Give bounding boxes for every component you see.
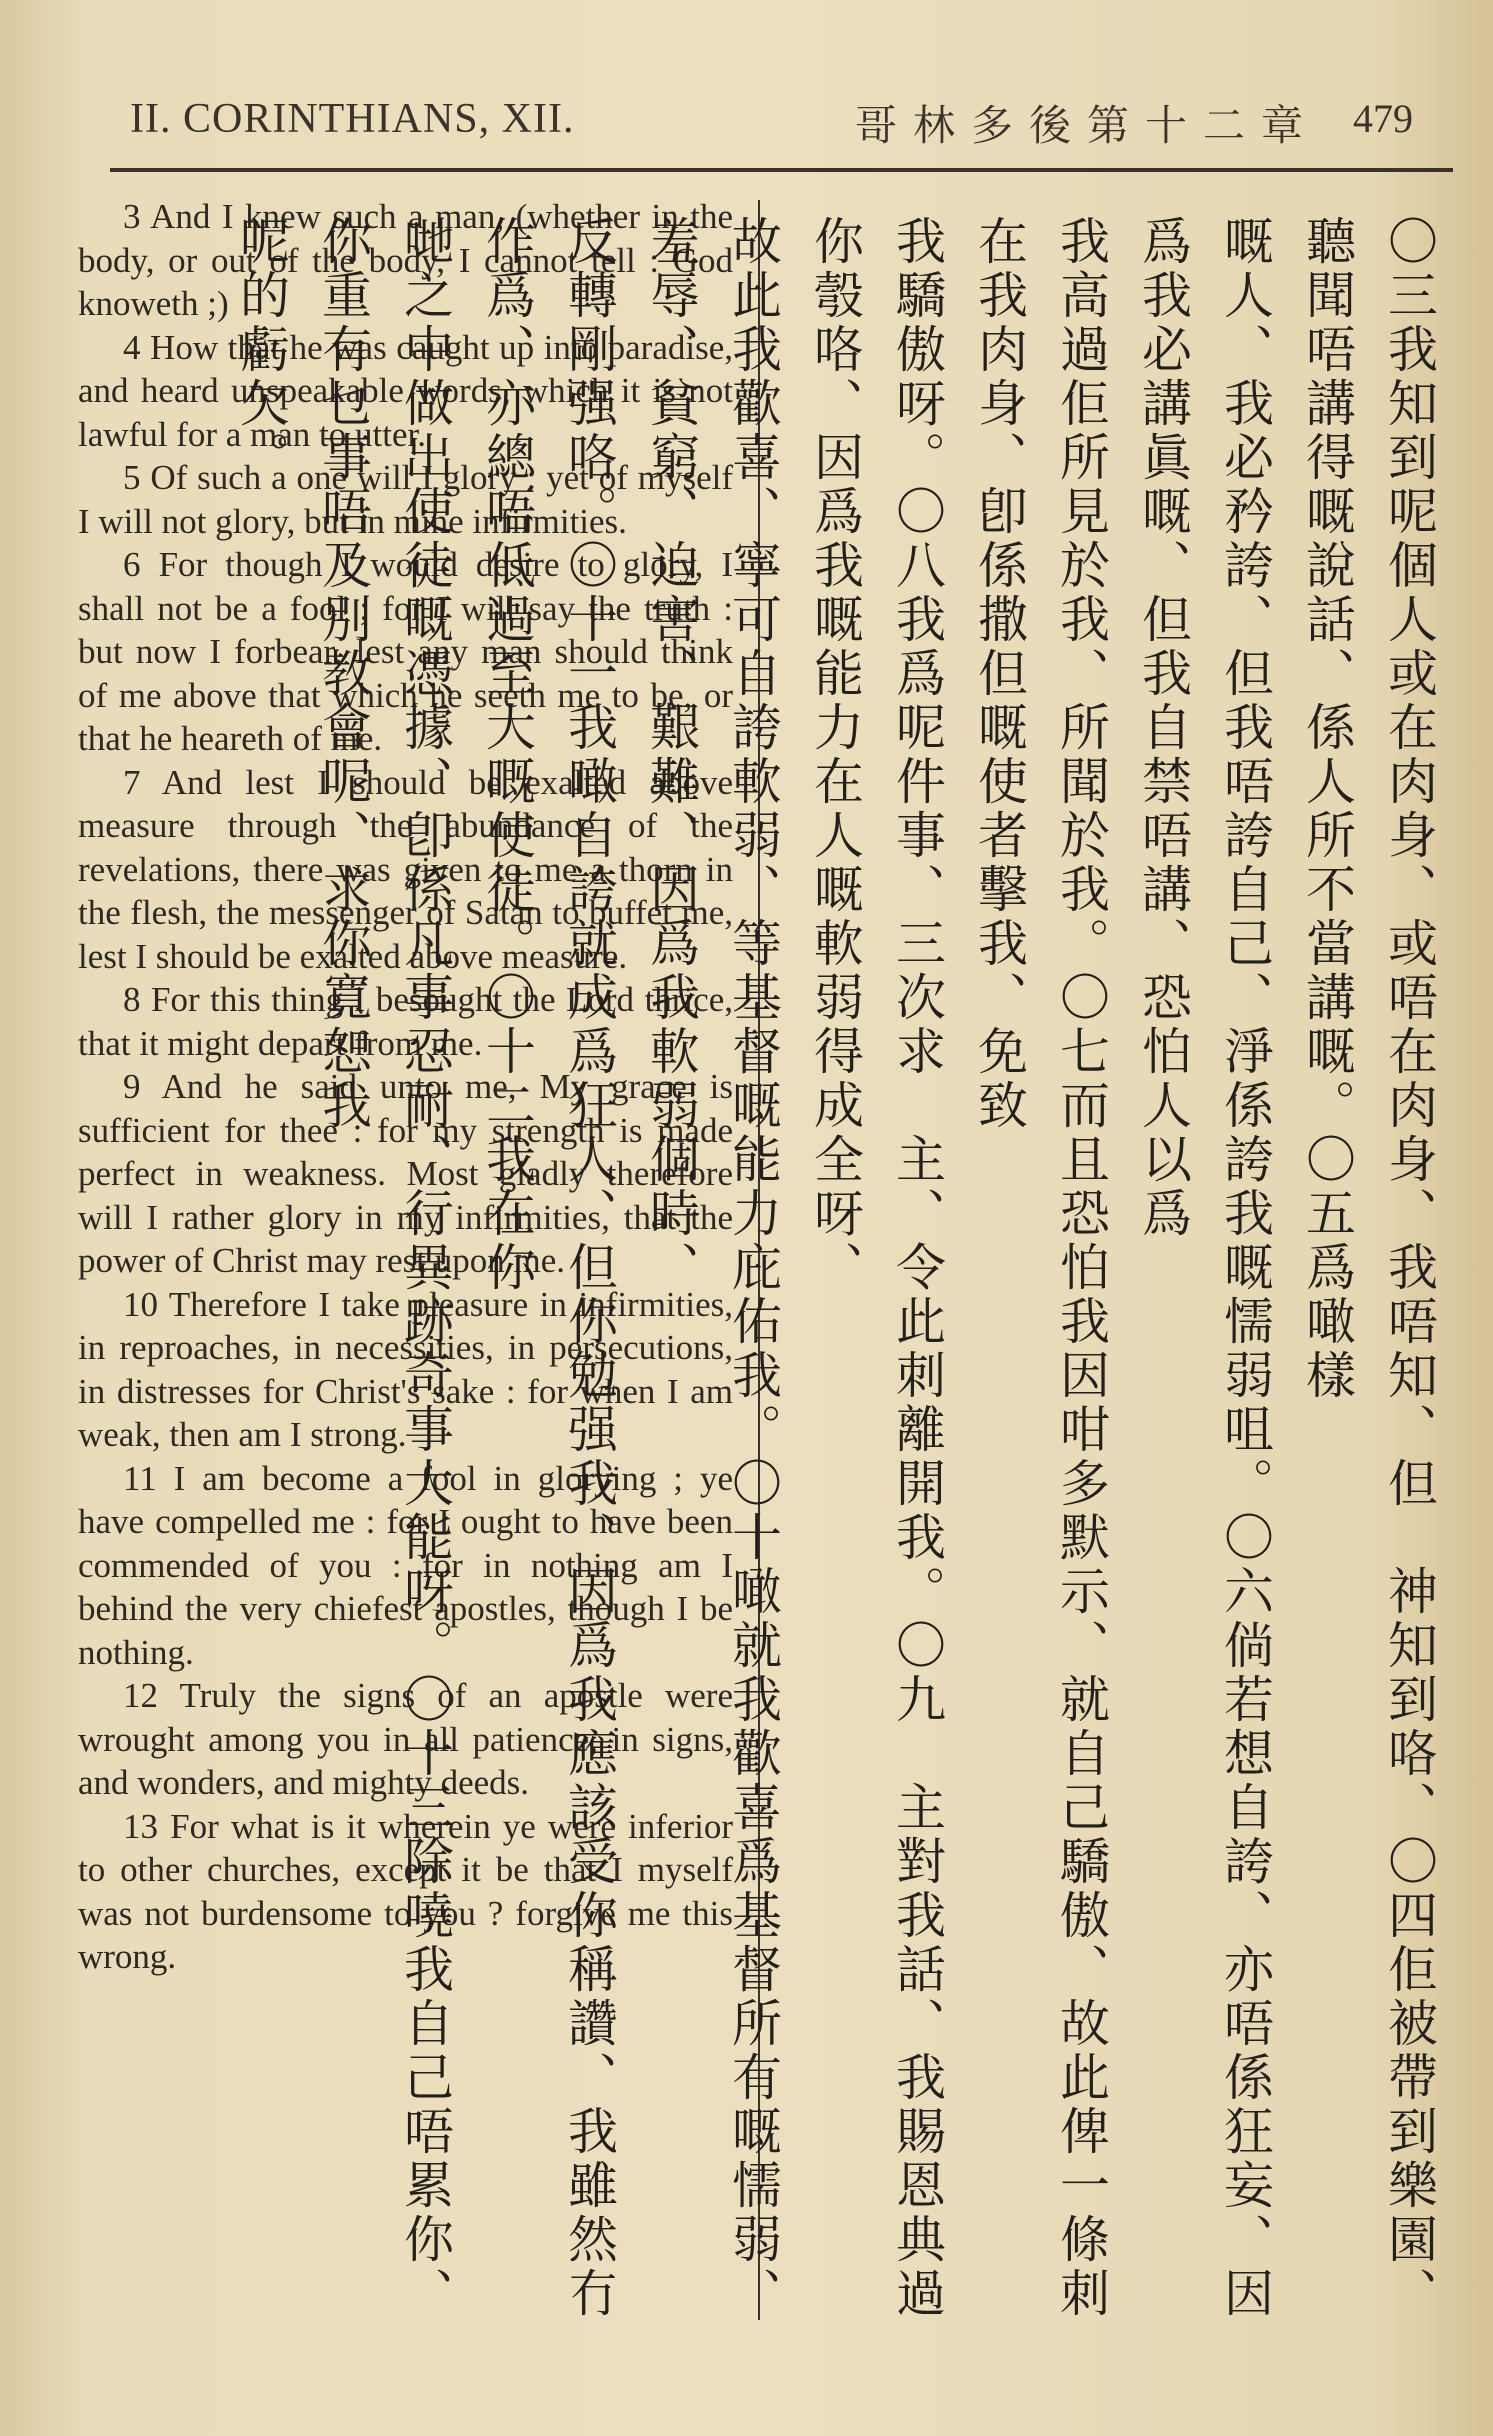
chinese-line: 嘅人、我必矜誇、但我唔誇自己、淨係誇我嘅懦弱咀。〇六倘若想自誇、亦唔係狂妄、因爲我必講眞嘅、但我自禁唔講、恐怕人以爲 xyxy=(1134,215,1274,2321)
verse-11: 11 I am become a fool in glorying ; ye have compelled me : for I ought to have been commended of you : for in nothing am I behind the very chiefest apostles, though I be nothing. xyxy=(78,1458,733,1672)
chinese-line: 我高過佢所見於我、所聞於我。〇七而且恐怕我因咁多默示、就自己驕傲、故此俾一條刺在我肉身、卽係撒但嘅使者擊我、免致 xyxy=(970,215,1110,2321)
verse-6: 6 For though I would desire to glory, I shall not be a fool ; for I will say the truth : but now I forbear, lest any man should think of me above that which he seeth me to be, or that he heareth of me. xyxy=(78,545,733,758)
verse-13: 13 For what is it wherein ye were inferior to other churches, except it be that I myself was not burdensome to you ? forgive me this wrong. xyxy=(78,1806,733,1976)
page-number: 479 xyxy=(1353,96,1413,141)
verse-12: 12 Truly the signs of an apostle were wrought among you in all patience, in signs, and wonders, and mighty deeds. xyxy=(78,1676,733,1802)
chinese-line: 反轉剛强咯。〇十一我噉自誇就成爲狂人、但你勉强我、因爲我應該受你稱讚、我雖然冇作爲、亦總唔低過至大嘅使徒。〇十二我在你 xyxy=(478,215,618,2321)
verse-3: 3 And I knew such a man, (whether in the body, or out of the body, I cannot tell : God knoweth ;) xyxy=(78,197,733,323)
verse-9: 9 And he said unto me, My grace is sufficient for thee : for my strength is made perfect in weakness. Most gladly therefore will I rather glory in my infirmities, that the power of Christ may rest upon me. xyxy=(78,1067,733,1280)
verse-7: 7 And lest I should be exalted above measure through the abundance of the revelations, there was given to me a thorn in the flesh, the messenger of Satan to buffet me, lest I should be exalted above measure. xyxy=(78,762,733,976)
chinese-line: 〇三我知到呢個人或在肉身、或唔在肉身、我唔知、但 神知到咯、〇四佢被帶到樂園、聽聞唔講得嘅說話、係人所不當講嘅。〇五爲噉樣 xyxy=(1298,215,1438,2321)
chinese-line: 呢的虧欠。 xyxy=(232,215,290,485)
verse-10: 10 Therefore I take pleasure in infirmities, in reproaches, in necessities, in persecutions, in distresses for Christ's sake : for when I am weak, then am I strong. xyxy=(78,1284,733,1454)
chinese-line: 故此我歡喜、寧可自誇軟弱、等基督嘅能力庇佑我。〇十噉就我歡喜爲基督所有嘅懦弱、羞辱、貧窮、迫害、艱難、因爲我軟弱個時、 xyxy=(642,215,782,2321)
running-title-english: II. CORINTHIANS, XII. xyxy=(130,96,575,142)
verse-4: 4 How that he was caught up into paradise, and heard unspeakable words, which it is not lawful for a man to utter. xyxy=(78,327,733,454)
chinese-line: 我驕傲呀。〇八我爲呢件事、三次求 主、令此刺離開我。〇九 主對我話、我賜恩典過你彀咯、因爲我嘅能力在人嘅軟弱得成全呀、 xyxy=(806,215,946,2321)
running-title-chinese: 哥林多後第十二章 xyxy=(855,101,1320,150)
verse-8: 8 For this thing I besought the Lord thrice, that it might depart from me. xyxy=(78,980,733,1063)
page-header xyxy=(130,95,1413,165)
header-rule xyxy=(110,168,1453,172)
verse-5: 5 Of such a one will I glory : yet of myself I will not glory, but in mine infirmities. xyxy=(78,458,733,541)
chinese-line: 哋之中做出使徒嘅憑據、卽係凡事忍耐、行異跡奇事大能呀。〇十三除嘵我自己唔累你、你重有乜事唔及別教會呢、求你寬恕我 xyxy=(314,215,454,2321)
